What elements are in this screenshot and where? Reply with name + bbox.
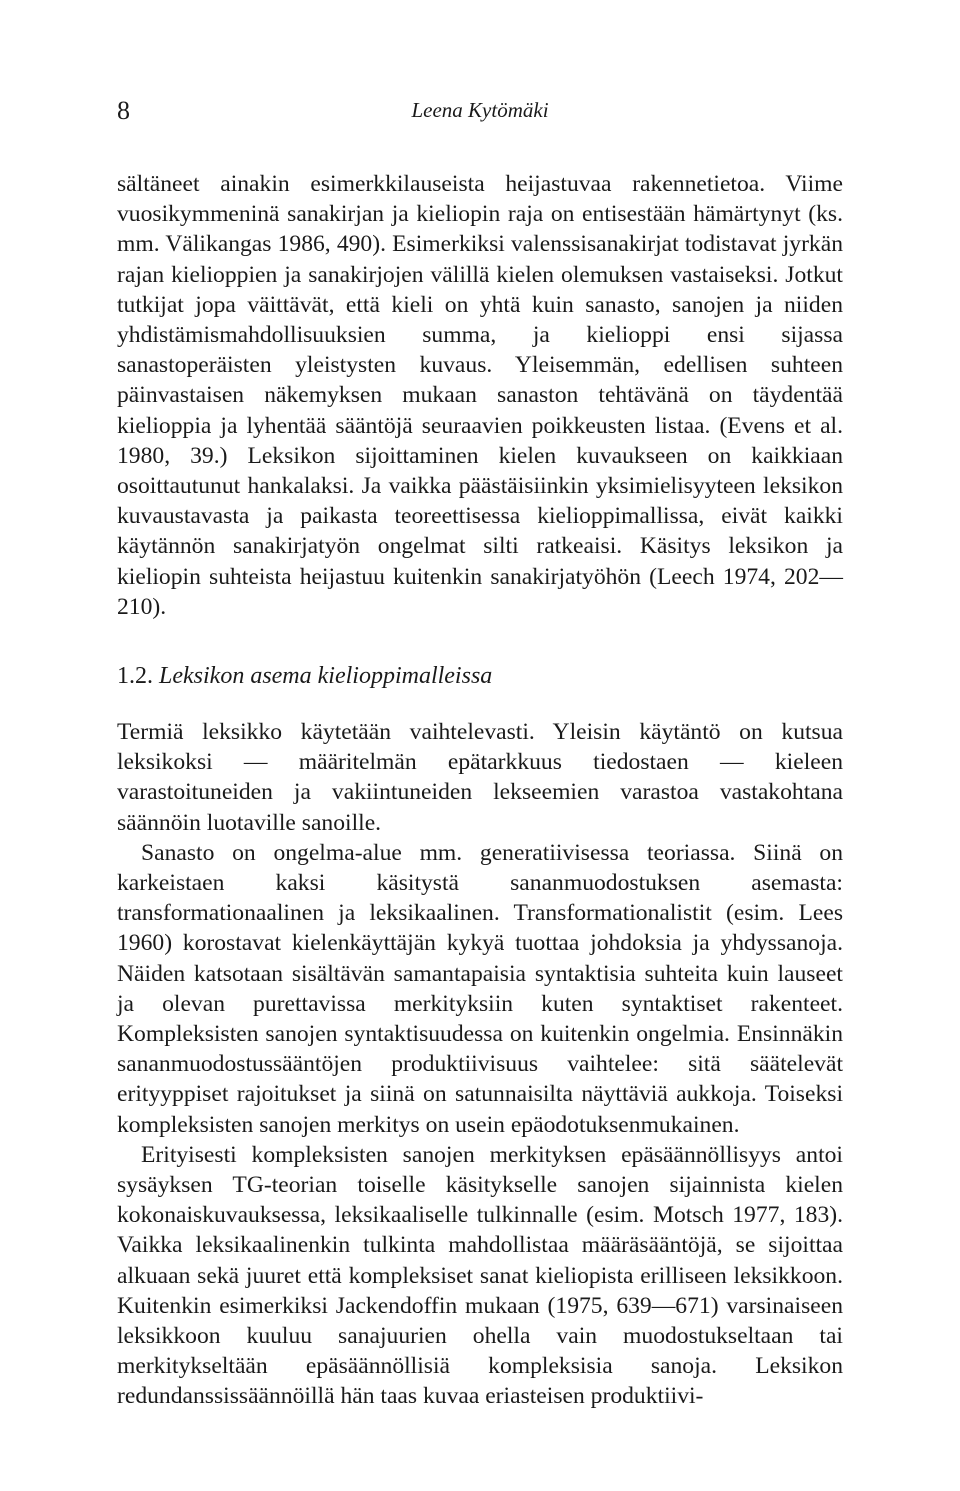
page-header [117,92,843,132]
continued-paragraph: sältäneet ainakin esimerkkilauseista heijastuvaa rakennetietoa. Viime vuosikymmeninä sanakirjan ja kieliopin raja on entisestään hämärtynyt (ks. mm. Välikangas 1986, 490). Esimerkiksi valenssisanakirjat todistavat jyrkän rajan kielioppien ja sanakirjojen välillä kielen olemuksen vastaiseksi. Jotkut tutkijat jopa väittävät, että kieli on yhtä kuin sanasto, sanojen ja niiden yhdistämismahdollisuuksien summa, ja kielioppi ensi sijassa sanastoperäisten yleistysten kuvaus. Yleisemmän, edellisen suhteen päinvastaisen näkemyksen mukaan sanaston tehtävänä on täydentää kielioppia ja lyhentää sääntöjä seuraavien poikkeusten listaa. (Evens et al. 1980, 39.) Leksikon sijoittaminen kielen kuvaukseen on kaikkiaan osoittautunut hankalaksi. Ja vaikka päästäisiinkin yksimielisyyteen leksikon kuvaustavasta ja paikasta teoreettisessa kielioppimallissa, eivät kaikki käytännön sanakirjatyön ongelmat silti ratkeaisi. Käsitys leksikon ja kieliopin suhteista heijastuu kuitenkin sanakirjatyöhön (Leech 1974, 202—210). [117,171,843,620]
section-title: Leksikon asema kielioppimalleissa [159,663,493,689]
page-number: 8 [117,96,130,125]
section-heading [117,663,492,690]
paragraph: Erityisesti kompleksisten sanojen merkityksen epäsäännöllisyys antoi sysäyksen TG-teorian toiselle käsitykselle sanojen sijainnista kielen kokonaiskuvauksessa, leksikaaliselle tulkinnalle (esim. Motsch 1977, 183). Vaikka leksikaalinenkin tulkinta mahdollistaa määräsääntöjä, se sijoittaa alkuaan sekä juuret että kompleksiset sanat kieliopista erilliseen leksikkoon. Kuitenkin esimerkiksi Jackendoffin mukaan (1975, 639—671) varsinaiseen leksikkoon kuuluu sanajuurien ohella vain muodostukseltaan tai merkitykseltään epäsäännöllisiä kompleksisia sanoja. Leksikon redundanssissäännöillä hän taas kuvaa eriasteisen produktiivi- [117,1141,843,1410]
section-body [117,717,843,1412]
paragraph: Sanasto on ongelma-alue mm. generatiivisessa teoriassa. Siinä on karkeistaen kaksi käsitystä sananmuodostuksen asemasta: transformationaalinen ja leksikaalinen. Transformationalistit (esim. Lees 1960) korostavat kielenkäyttäjän kykyä tuottaa johdoksia ja yhdyssanoja. Näiden katsotaan sisältävän samantapaisia syntaktisia suhteita kuin lauseet ja olevan purettavissa merkityksiin kuten syntaktiset rakenteet. Kompleksisten sanojen syntaktisuudessa on kuitenkin ongelmia. Ensinnäkin sananmuodostussääntöjen produktiivisuus vaihtelee: sitä säätelevät erityyppiset rajoitukset ja siinä on satunnaisilta näyttäviä aukkoja. Toiseksi kompleksisten sanojen merkitys on usein epäodotuksenmukainen. [117,839,843,1138]
section-number: 1.2. [117,663,153,689]
running-head-author: Leena Kytömäki [411,98,549,122]
paragraph: Termiä leksikko käytetään vaihtelevasti. Yleisin käytäntö on kutsua leksikoksi — määritelmän epätarkkuus tiedostaen — kieleen varastoituneiden ja vakiintuneiden lekseemien varastoa vastakohtana säännöin luotaville sanoille. [117,719,843,836]
